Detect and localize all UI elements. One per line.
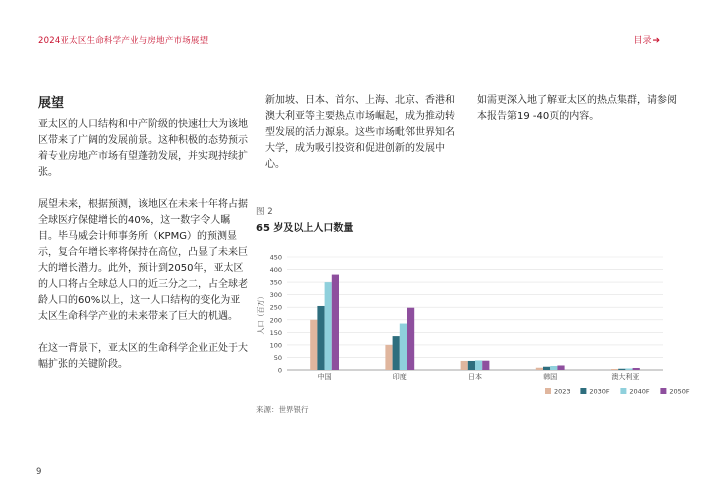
column-3 (477, 93, 677, 141)
legend-swatch (545, 388, 551, 394)
legend-label: 2040F (629, 387, 650, 396)
bar-2050F-4 (633, 368, 640, 370)
figure-label: 图 2 (256, 207, 273, 217)
x-tick-label: 印度 (392, 373, 407, 381)
bar-2040F-1 (400, 324, 407, 370)
paragraph: 新加坡、日本、首尔、上海、北京、香港和澳大利亚等主要热点市场崛起，成为推动转型发展的活力源泉。这些市场毗邻世界知名大学，成为吸引投资和促进创新的发展中心。 (265, 95, 455, 170)
paragraph: 在这一背景下，亚太区的生命科学企业正处于大幅扩张的关键阶段。 (38, 343, 248, 370)
y-tick-label: 100 (269, 341, 282, 350)
y-tick-label: 450 (269, 253, 282, 262)
bar-2050F-3 (557, 365, 564, 370)
paragraph: 展望未来，根据预测，该地区在未来十年将占据全球医疗保健增长的40%，这一数字令人瞩目。毕马威会计师事务所（KPMG）的预测显示，复合年增长率将保持在高位，凸显了未来巨大的增长潜力。此外，预计到2050年，亚太区的人口将占全球总人口的近三分之二，占全球老龄人口的60%以上，这一人口结构的变化为亚太区生命科学产业的未来带来了巨大的机遇。 (38, 199, 248, 322)
report-title: 2024亚太区生命科学产业与房地产市场展望 (38, 36, 209, 46)
section-title: 展望 (38, 96, 65, 111)
legend-swatch (580, 388, 586, 394)
bar-2030F-3 (543, 367, 550, 370)
y-tick-label: 0 (277, 366, 282, 375)
x-tick-label: 韩国 (543, 373, 558, 381)
bar-2040F-3 (550, 366, 557, 370)
x-tick-label: 日本 (468, 373, 482, 381)
bar-2030F-1 (393, 336, 400, 370)
figure-source: 来源：世界银行 (256, 405, 309, 414)
y-tick-label: 150 (269, 328, 282, 337)
bar-2030F-4 (618, 369, 625, 370)
arrow-right-icon: ➔ (652, 36, 660, 46)
y-tick-label: 350 (269, 278, 282, 287)
bar-2030F-0 (317, 306, 324, 370)
toc-label: 目录 (633, 36, 652, 46)
bar-2023-1 (385, 345, 392, 370)
x-tick-label: 中国 (317, 373, 332, 381)
x-tick-label: 澳大利亚 (611, 373, 640, 381)
bar-2023-4 (611, 369, 618, 370)
legend-swatch (660, 388, 666, 394)
column-1 (38, 117, 250, 389)
y-axis-label: 人口（百万） (257, 292, 265, 335)
bar-2030F-2 (468, 361, 475, 370)
bar-2040F-4 (625, 368, 632, 370)
column-2 (265, 93, 455, 189)
bar-2040F-0 (325, 282, 332, 370)
toc-link[interactable] (633, 33, 660, 46)
y-tick-label: 50 (273, 353, 282, 362)
population-bar-chart (255, 248, 690, 403)
bar-2023-2 (461, 361, 468, 370)
bar-2050F-1 (407, 308, 414, 370)
bar-2050F-2 (482, 361, 489, 370)
y-tick-label: 400 (269, 266, 282, 275)
bar-2023-3 (536, 368, 543, 370)
y-tick-label: 200 (269, 316, 282, 325)
legend-label: 2023 (554, 387, 571, 396)
y-tick-label: 300 (269, 291, 282, 300)
legend-label: 2030F (589, 387, 610, 396)
paragraph: 如需更深入地了解亚太区的热点集群，请参阅本报告第19 -40页的内容。 (477, 95, 677, 122)
bar-2023-0 (310, 320, 317, 370)
figure-title: 65 岁及以上人口数量 (256, 223, 354, 234)
legend-label: 2050F (669, 387, 690, 396)
legend-swatch (620, 388, 626, 394)
paragraph: 亚太区的人口结构和中产阶级的快速壮大为该地区带来了广阔的发展前景。这种积极的态势预示着专业房地产市场有望蓬勃发展，并实现持续扩张。 (38, 119, 248, 178)
bar-2040F-2 (475, 360, 482, 370)
y-tick-label: 250 (269, 303, 282, 312)
bar-2050F-0 (332, 275, 339, 370)
page-number: 9 (36, 467, 42, 477)
